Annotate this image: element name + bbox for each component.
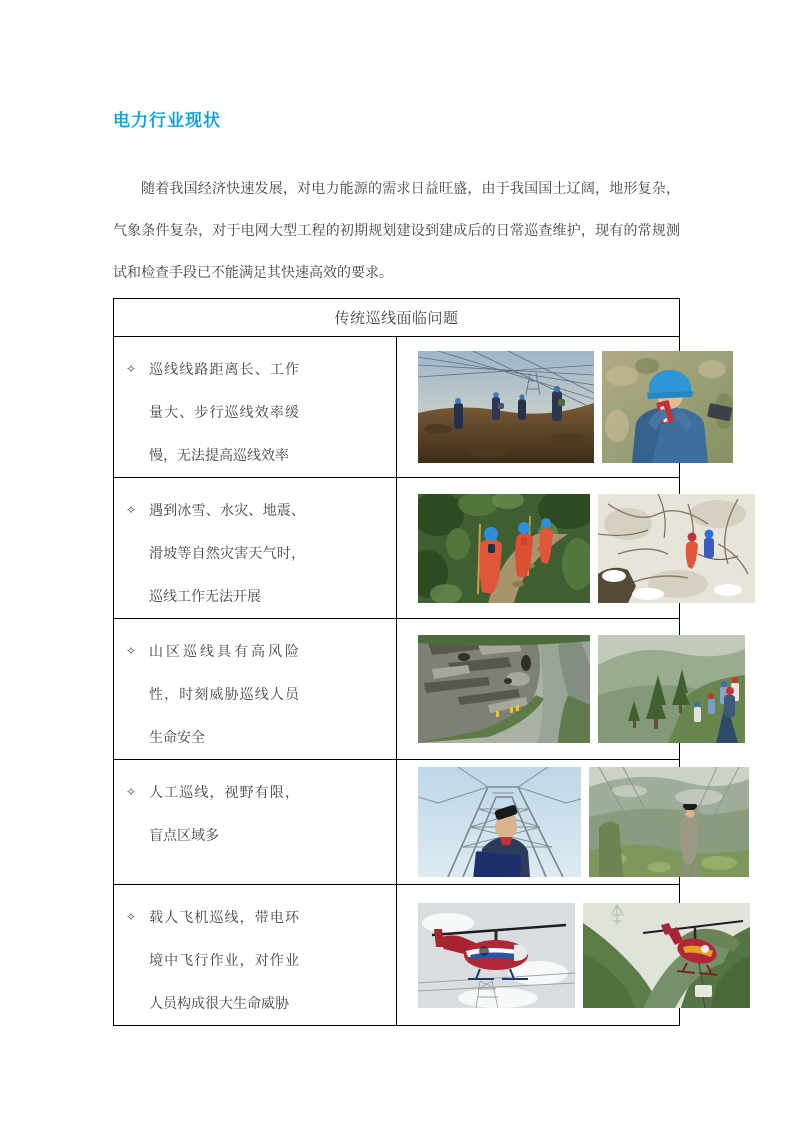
- problem-cell-3: [114, 619, 397, 760]
- problem-cell-2: [114, 478, 397, 619]
- photo-snow-patrol: [598, 494, 755, 603]
- problem-text: 人工巡线，视野有限，盲点区域多: [149, 784, 299, 843]
- table-row: [114, 760, 680, 885]
- photo-worker-eating: [602, 351, 733, 463]
- table-row: [114, 478, 680, 619]
- photo-cell-3: [397, 619, 680, 760]
- photo-helicopter-powerline: [418, 903, 575, 1008]
- table-header-row: [114, 299, 680, 337]
- diamond-bullet-icon: ✧: [126, 503, 137, 517]
- intro-paragraph: 随着我国经济快速发展，对电力能源的需求日益旺盛，由于我国国土辽阔，地形复杂，气象条件复杂，对于电网大型工程的初期规划建设到建成后的日常巡查维护，现有的常规测试和检查手段已不能满足其快速高效的要求。: [113, 180, 680, 280]
- photo-hill-binoculars: [589, 767, 749, 877]
- photo-cell-4: [397, 760, 680, 885]
- photo-cell-5: [397, 885, 680, 1026]
- diamond-bullet-icon: ✧: [126, 362, 137, 376]
- problem-cell-5: [114, 885, 397, 1026]
- photo-tower-binoculars: [418, 767, 581, 877]
- photo-patrol-walking-dusk: [418, 351, 594, 463]
- photo-cell-2: [397, 478, 680, 619]
- diamond-bullet-icon: ✧: [126, 785, 137, 799]
- problem-text: 巡线线路距离长、工作量大、步行巡线效率缓慢，无法提高巡线效率: [149, 361, 299, 463]
- problem-text: 遇到冰雪、水灾、地震、滑坡等自然灾害天气时，巡线工作无法开展: [149, 502, 305, 604]
- photo-cell-1: [397, 337, 680, 478]
- problem-text: 载人飞机巡线，带电环境中飞行作业，对作业人员构成很大生命威胁: [149, 909, 299, 1011]
- problem-text: 山区巡线具有高风险性，时刻威胁巡线人员生命安全: [149, 643, 299, 745]
- photo-cliff-patrol-path: [418, 635, 590, 743]
- photo-jungle-trail-patrol: [418, 494, 590, 603]
- problem-cell-1: [114, 337, 397, 478]
- table-row: [114, 619, 680, 760]
- table-row: [114, 337, 680, 478]
- page-title: 电力行业现状: [113, 111, 221, 130]
- photo-mountain-slope-team: [598, 635, 745, 743]
- diamond-bullet-icon: ✧: [126, 910, 137, 924]
- table-title: 传统巡线面临问题: [114, 299, 680, 337]
- diamond-bullet-icon: ✧: [126, 644, 137, 658]
- problems-table: [113, 298, 680, 1026]
- photo-helicopter-valley: [583, 903, 750, 1008]
- table-row: [114, 885, 680, 1026]
- problem-cell-4: [114, 760, 397, 885]
